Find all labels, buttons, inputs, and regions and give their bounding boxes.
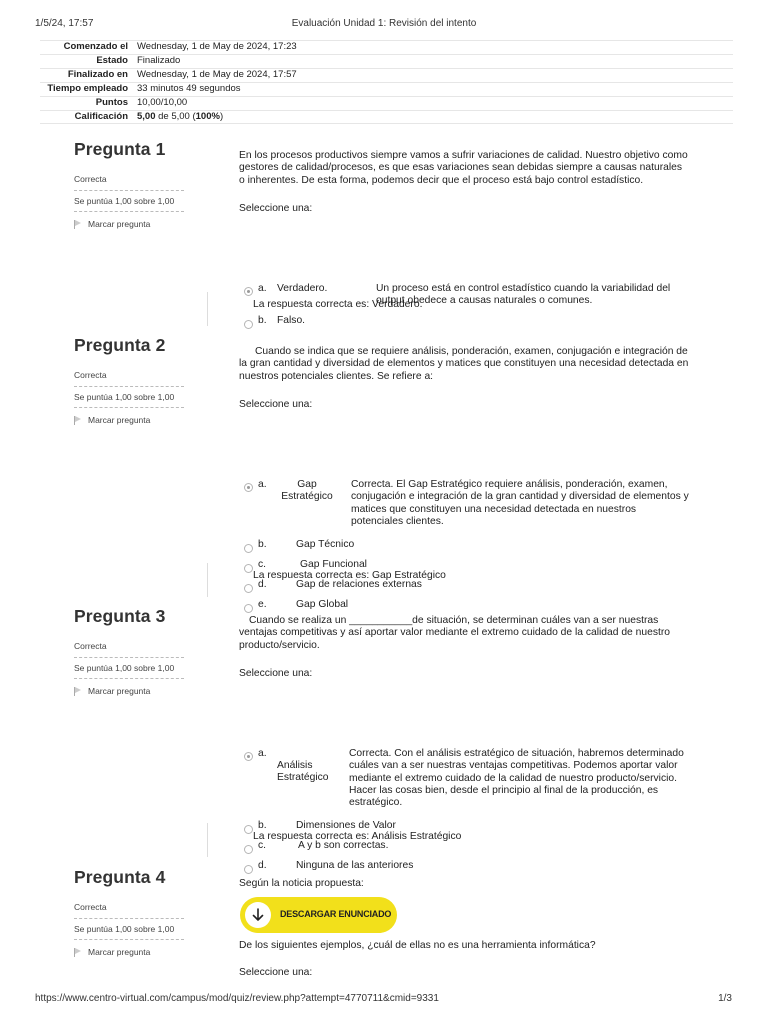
radio-selected[interactable] bbox=[244, 287, 253, 296]
question-grade: Se puntúa 1,00 sobre 1,00 bbox=[74, 924, 184, 940]
summary-row bbox=[40, 41, 733, 55]
question-title: Pregunta 4 bbox=[74, 867, 166, 887]
flag-label: Marcar pregunta bbox=[88, 686, 151, 696]
summary-value: 33 minutos 49 segundos bbox=[134, 82, 733, 96]
summary-label: Comenzado el bbox=[40, 41, 134, 55]
question-state: Correcta bbox=[74, 902, 184, 919]
option-text: Gap Global bbox=[296, 599, 349, 611]
option-text: Verdadero. bbox=[277, 283, 328, 295]
grade-close: ) bbox=[219, 110, 224, 122]
option-letter: c. bbox=[258, 840, 267, 852]
summary-value: Finalizado bbox=[134, 54, 733, 68]
summary-row bbox=[40, 96, 733, 110]
summary-value bbox=[134, 110, 733, 124]
question-info bbox=[74, 334, 184, 425]
option-feedback: Correcta. Con el análisis estratégico de situación, habremos determinado cuáles van a ser nuestras ventajas competitivas. Podemos aportar valor mediante el extremo cuidado de la calidad de nuestro producto/servicio. Hacer las cosas bien, desde el principio al final de la producción, es estratégico. bbox=[349, 748, 684, 809]
radio[interactable] bbox=[244, 825, 253, 834]
option-letter: c. bbox=[258, 559, 267, 571]
summary-value: Wednesday, 1 de May de 2024, 17:57 bbox=[134, 68, 733, 82]
question-text: Cuando se realiza un ___________de situación, se determinan cuáles van a ser nuestras ventajas competitivas y así aportar valor mediante el extremo cuidado de la calidad de nuestro producto/servicio. bbox=[239, 615, 670, 651]
question-title: Pregunta 1 bbox=[74, 139, 166, 159]
print-datetime: 1/5/24, 17:57 bbox=[35, 18, 94, 29]
option-letter: d. bbox=[258, 579, 267, 591]
question-text: De los siguientes ejemplos, ¿cuál de ellas no es una herramienta informática? bbox=[239, 940, 596, 951]
download-arrow-icon bbox=[245, 902, 271, 928]
option-letter: a. bbox=[258, 748, 267, 760]
correct-answer: La respuesta correcta es: Gap Estratégico bbox=[253, 570, 446, 581]
option-letter: b. bbox=[258, 820, 267, 832]
option-letter: d. bbox=[258, 860, 267, 872]
download-statement-button[interactable] bbox=[240, 897, 397, 933]
question-info bbox=[74, 605, 184, 696]
grade-of: de 5,00 ( bbox=[155, 110, 196, 122]
summary-label: Finalizado en bbox=[40, 68, 134, 82]
option-text: Gap Estratégico bbox=[281, 479, 333, 503]
flag-label: Marcar pregunta bbox=[88, 947, 151, 957]
option-text: A y b son correctas. bbox=[298, 840, 389, 852]
option-text: Ninguna de las anteriores bbox=[296, 860, 414, 872]
option-text: Gap Técnico bbox=[296, 539, 355, 551]
divider bbox=[207, 563, 208, 597]
summary-label: Tiempo empleado bbox=[40, 82, 134, 96]
page-url: https://www.centro-virtual.com/campus/mod/quiz/review.php?attempt=4770711&cmid=9331 bbox=[35, 993, 439, 1004]
summary-value: Wednesday, 1 de May de 2024, 17:23 bbox=[134, 41, 733, 55]
question-title: Pregunta 2 bbox=[74, 335, 166, 355]
question-grade: Se puntúa 1,00 sobre 1,00 bbox=[74, 196, 184, 212]
radio[interactable] bbox=[244, 564, 253, 573]
flag-icon bbox=[74, 948, 82, 957]
divider bbox=[207, 292, 208, 326]
correct-answer: La respuesta correcta es: Análisis Estratégico bbox=[253, 831, 462, 842]
divider bbox=[207, 823, 208, 857]
option-letter: e. bbox=[258, 599, 267, 611]
flag-icon bbox=[74, 220, 82, 229]
question-state: Correcta bbox=[74, 641, 184, 658]
option-text: Dimensiones de Valor bbox=[296, 820, 396, 832]
option-letter: a. bbox=[258, 283, 267, 295]
question-title: Pregunta 3 bbox=[74, 606, 166, 626]
correct-answer: La respuesta correcta es: Verdadero. bbox=[253, 299, 423, 310]
flag-icon bbox=[74, 687, 82, 696]
radio[interactable] bbox=[244, 845, 253, 854]
question-text: En los procesos productivos siempre vamos a sufrir variaciones de calidad. Nuestro objetivo como gestores de calidad/procesos, es que esas variaciones sean debidas siempre a causas naturales o inherentes. De esta forma, podemos decir que el proceso está bajo control estadístico. bbox=[239, 150, 688, 186]
flag-label: Marcar pregunta bbox=[88, 415, 151, 425]
summary-label: Estado bbox=[40, 54, 134, 68]
question-content bbox=[239, 878, 689, 890]
summary-row bbox=[40, 110, 733, 124]
radio[interactable] bbox=[244, 865, 253, 874]
question-info bbox=[74, 866, 184, 957]
question-info bbox=[74, 138, 184, 229]
grade-percent: 100% bbox=[195, 110, 220, 122]
question-prompt: Seleccione una: bbox=[239, 667, 313, 679]
question-grade: Se puntúa 1,00 sobre 1,00 bbox=[74, 392, 184, 408]
question-prompt: Seleccione una: bbox=[239, 967, 313, 978]
flag-icon bbox=[74, 416, 82, 425]
attempt-summary-table bbox=[40, 40, 733, 124]
question-prompt: Seleccione una: bbox=[239, 202, 313, 214]
option-letter: b. bbox=[258, 539, 267, 551]
radio-selected[interactable] bbox=[244, 752, 253, 761]
summary-label: Calificación bbox=[40, 110, 134, 124]
flag-question-link[interactable] bbox=[74, 415, 184, 425]
option-letter: a. bbox=[258, 479, 267, 491]
radio[interactable] bbox=[244, 604, 253, 613]
grade-score: 5,00 bbox=[137, 110, 156, 122]
summary-label: Puntos bbox=[40, 96, 134, 110]
question-state: Correcta bbox=[74, 174, 184, 191]
summary-row bbox=[40, 54, 733, 68]
option-feedback: Correcta. El Gap Estratégico requiere análisis, ponderación, examen, conjugación e integración de la gran cantidad y diversidad de elementos y matices que constituyen una necesidad detectada en nuestros potenciales clientes. bbox=[351, 479, 689, 528]
flag-question-link[interactable] bbox=[74, 219, 184, 229]
option-letter: b. bbox=[258, 315, 267, 327]
download-label: DESCARGAR ENUNCIADO bbox=[280, 909, 392, 919]
radio-selected[interactable] bbox=[244, 483, 253, 492]
option-text: Gap Funcional bbox=[300, 559, 367, 571]
option-text: Falso. bbox=[277, 315, 306, 327]
flag-question-link[interactable] bbox=[74, 686, 184, 696]
flag-question-link[interactable] bbox=[74, 947, 184, 957]
option-text: Gap de relaciones externas bbox=[296, 579, 422, 591]
option-feedback: Un proceso está en control estadístico cuando la variabilidad del output obedece a causas naturales o comunes. bbox=[376, 283, 671, 307]
flag-label: Marcar pregunta bbox=[88, 219, 151, 229]
question-state: Correcta bbox=[74, 370, 184, 387]
page-number: 1/3 bbox=[718, 993, 732, 1004]
print-header bbox=[0, 0, 768, 40]
summary-row bbox=[40, 82, 733, 96]
question-grade: Se puntúa 1,00 sobre 1,00 bbox=[74, 663, 184, 679]
radio[interactable] bbox=[244, 584, 253, 593]
print-title: Evaluación Unidad 1: Revisión del intento bbox=[291, 18, 477, 29]
question-intro: Según la noticia propuesta: bbox=[239, 878, 364, 889]
radio[interactable] bbox=[244, 320, 253, 329]
summary-value: 10,00/10,00 bbox=[134, 96, 733, 110]
summary-row bbox=[40, 68, 733, 82]
radio[interactable] bbox=[244, 544, 253, 553]
question-text: Cuando se indica que se requiere análisis, ponderación, examen, conjugación e integración de la gran cantidad y diversidad de elementos y matices que constituyen una necesidad detectada en nuestros potenciales clientes. Se refiere a: bbox=[239, 346, 689, 382]
option-text: Análisis Estratégico bbox=[277, 760, 329, 784]
question-prompt: Seleccione una: bbox=[239, 398, 313, 410]
